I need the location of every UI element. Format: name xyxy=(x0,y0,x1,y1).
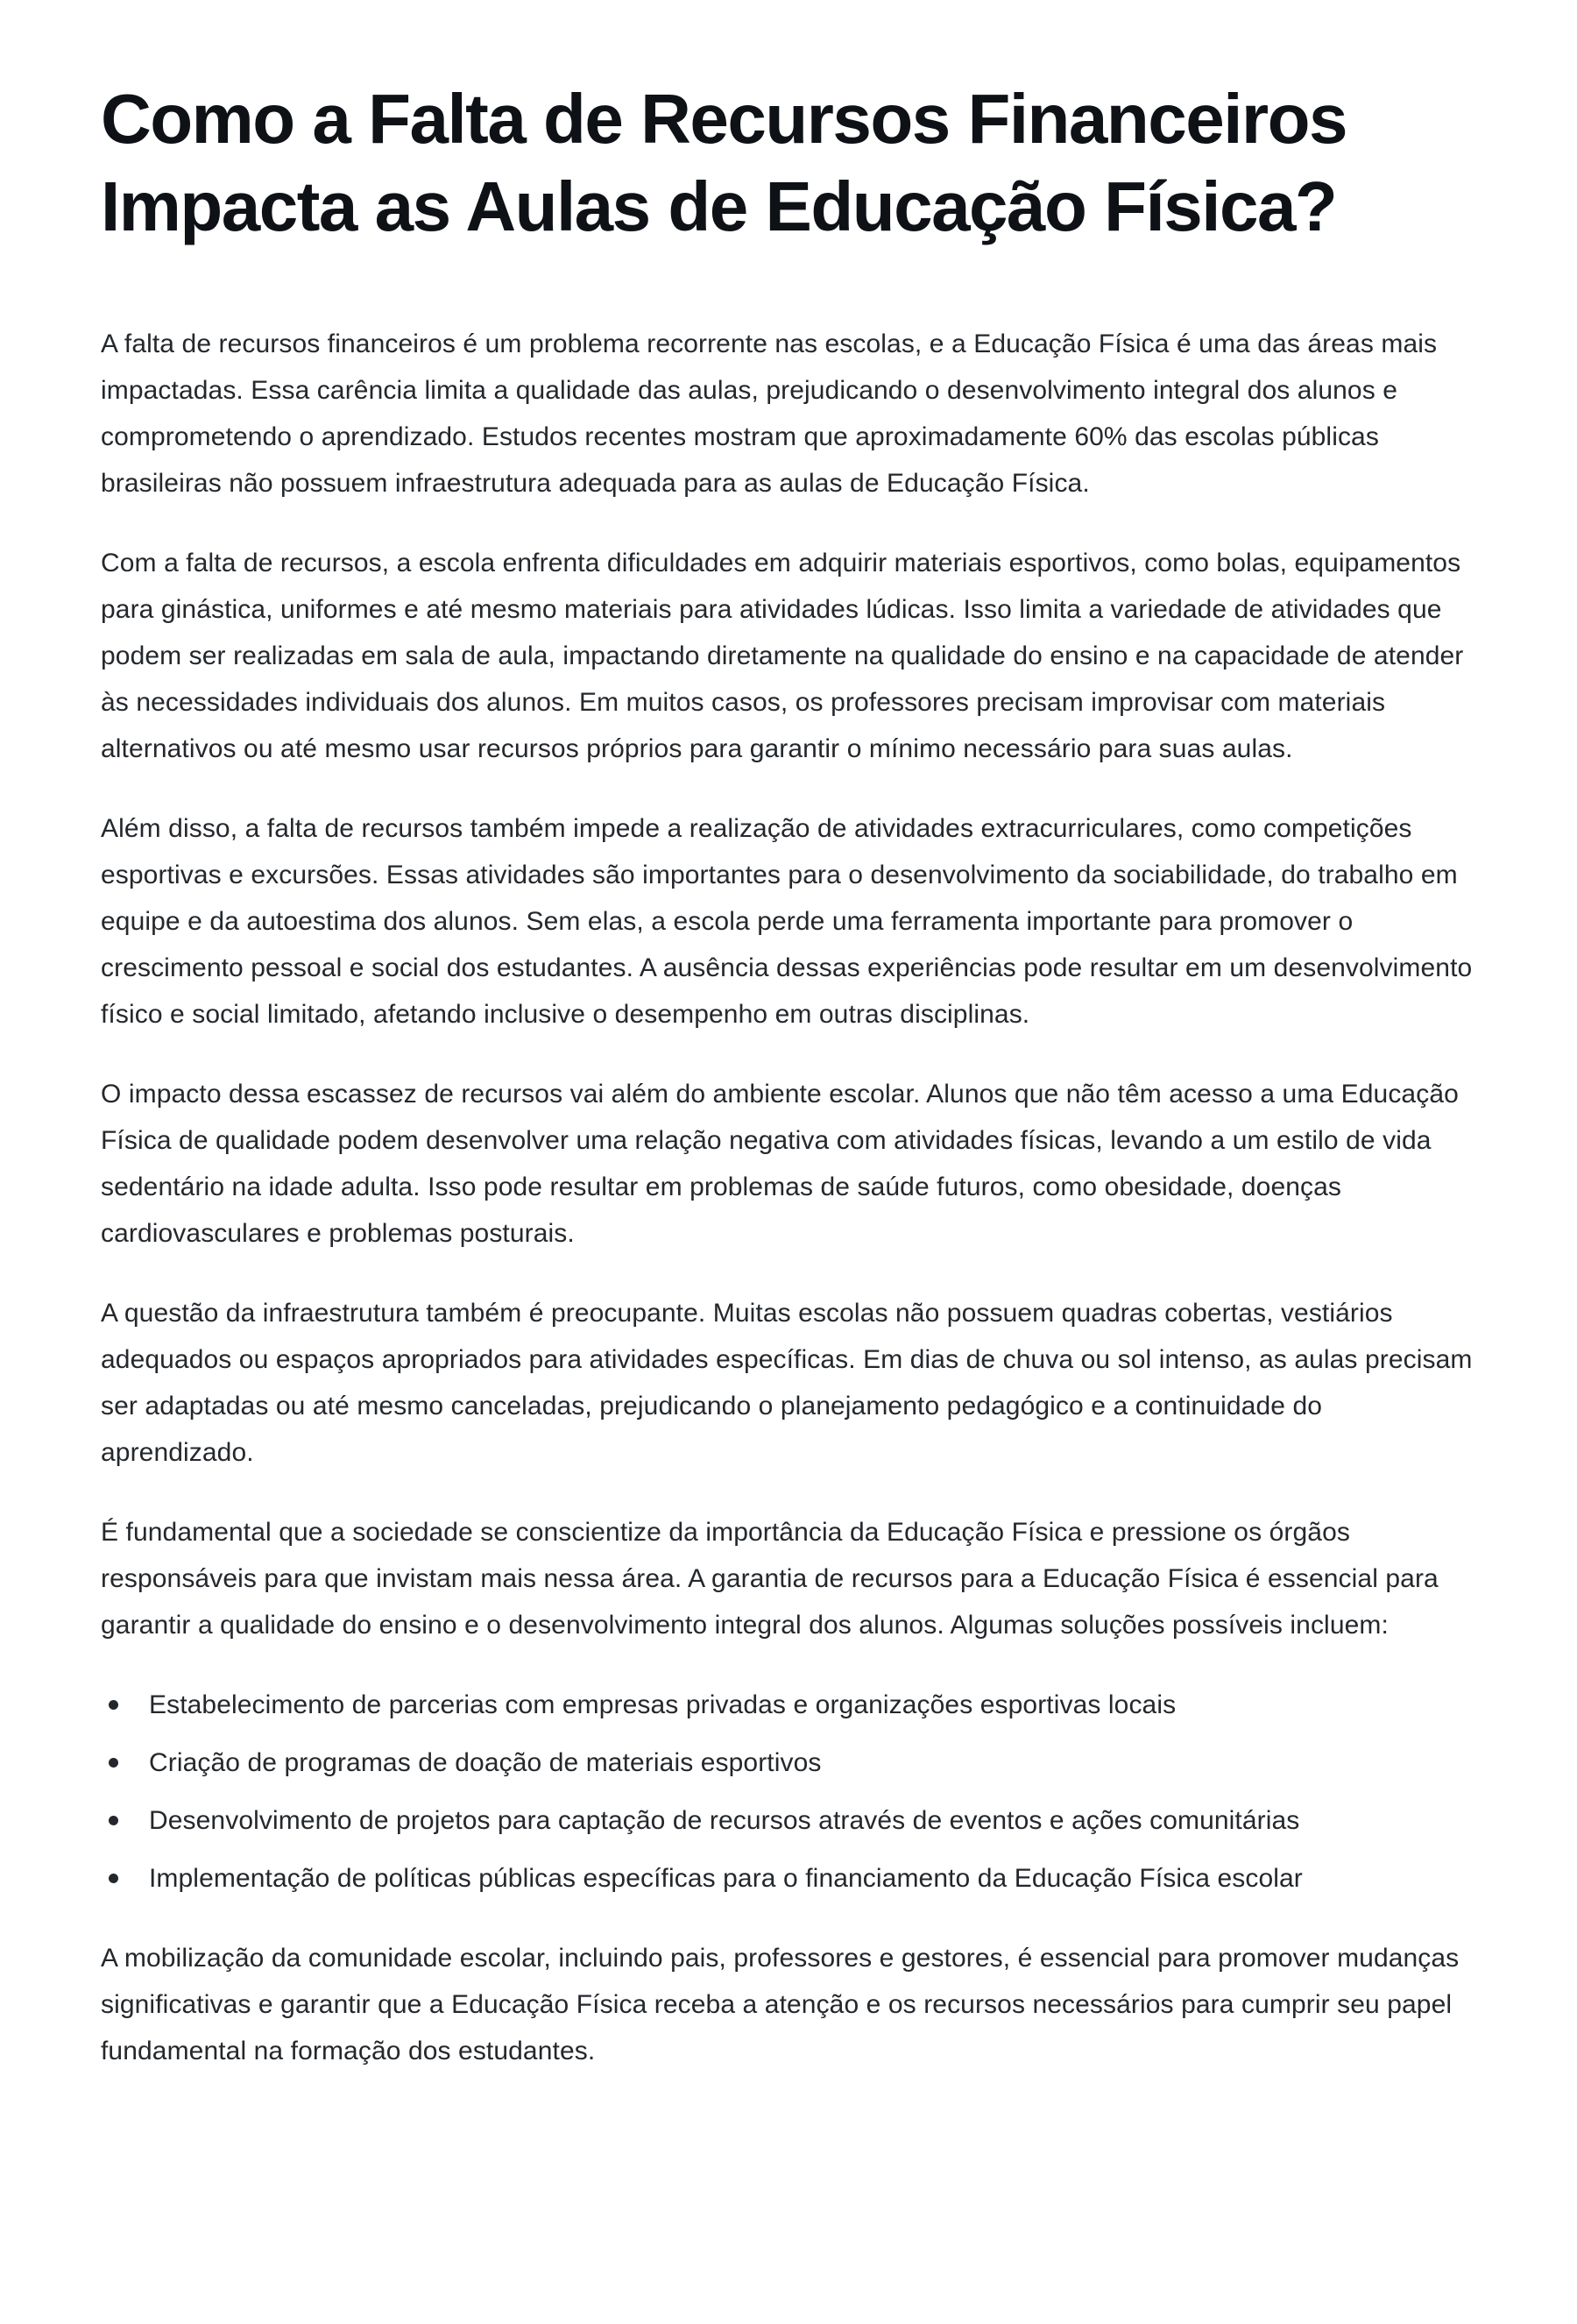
paragraph-intro: A falta de recursos financeiros é um problema recorrente nas escolas, e a Educação Física é uma das áreas mais impactadas. Essa carência limita a qualidade das aulas, prejudicando o desenvolvimento integral dos alunos e comprometendo o aprendizado. Estudos recentes mostram que aproximadamente 60% das escolas públicas brasileiras não possuem infraestrutura adequada para as aulas de Educação Física. xyxy=(101,329,1438,498)
page-title-line-1: Como a Falta de Recursos Financeiros xyxy=(101,80,1347,158)
list-item-text: Implementação de políticas públicas específicas para o financiamento da Educação Física escolar xyxy=(149,1864,1303,1893)
list-item-donations xyxy=(101,1739,1476,1786)
paragraph-society-call: É fundamental que a sociedade se conscientize da importância da Educação Física e pressione os órgãos responsáveis para que invistam mais nessa área. A garantia de recursos para a Educação Física é essencial para garantir a qualidade do ensino e o desenvolvimento integral dos alunos. Algumas soluções possíveis incluem: xyxy=(101,1518,1439,1640)
list-item-partnerships xyxy=(101,1682,1476,1728)
paragraph-conclusion: A mobilização da comunidade escolar, incluindo pais, professores e gestores, é essencial para promover mudanças significativas e garantir que a Educação Física receba a atenção e os recursos necessários para cumprir seu papel fundamental na formação dos estudantes. xyxy=(101,1944,1460,2065)
list-item-text: Desenvolvimento de projetos para captação de recursos através de eventos e ações comunitárias xyxy=(149,1806,1300,1835)
solutions-list xyxy=(101,1682,1476,1902)
list-item-text: Estabelecimento de parcerias com empresas privadas e organizações esportivas locais xyxy=(149,1690,1177,1719)
paragraph-infrastructure: A questão da infraestrutura também é preocupante. Muitas escolas não possuem quadras cobertas, vestiários adequados ou espaços apropriados para atividades específicas. Em dias de chuva ou sol intenso, as aulas precisam ser adaptadas ou até mesmo canceladas, prejudicando o planejamento pedagógico e a continuidade do aprendizado. xyxy=(101,1299,1473,1467)
bullet-icon xyxy=(109,1700,118,1710)
list-item-fundraising xyxy=(101,1797,1476,1844)
bullet-icon xyxy=(109,1874,118,1883)
list-item-public-policy xyxy=(101,1855,1476,1902)
page-title-line-2: Impacta as Aulas de Educação Física? xyxy=(101,167,1337,245)
paragraph-extracurricular: Além disso, a falta de recursos também impede a realização de atividades extracurriculares, como competições esportivas e excursões. Essas atividades são importantes para o desenvolvimento da sociabilidade, do trabalho em equipe e da autoestima dos alunos. Sem elas, a escola perde uma ferramenta importante para promover o crescimento pessoal e social dos estudantes. A ausência dessas experiências pode resultar em um desenvolvimento físico e social limitado, afetando inclusive o desempenho em outras disciplinas. xyxy=(101,814,1473,1029)
bullet-icon xyxy=(109,1758,118,1768)
bullet-icon xyxy=(109,1816,118,1825)
paragraph-health-impact: O impacto dessa escassez de recursos vai além do ambiente escolar. Alunos que não têm acesso a uma Educação Física de qualidade podem desenvolver uma relação negativa com atividades físicas, levando a um estilo de vida sedentário na idade adulta. Isso pode resultar em problemas de saúde futuros, como obesidade, doenças cardiovasculares e problemas posturais. xyxy=(101,1080,1459,1248)
paragraph-materials: Com a falta de recursos, a escola enfrenta dificuldades em adquirir materiais esportivos, como bolas, equipamentos para ginástica, uniformes e até mesmo materiais para atividades lúdicas. Isso limita a variedade de atividades que podem ser realizadas em sala de aula, impactando diretamente na qualidade do ensino e na capacidade de atender às necessidades individuais dos alunos. Em muitos casos, os professores precisam improvisar com materiais alternativos ou até mesmo usar recursos próprios para garantir o mínimo necessário para suas aulas. xyxy=(101,549,1464,763)
page-title xyxy=(101,75,1476,251)
list-item-text: Criação de programas de doação de materiais esportivos xyxy=(149,1748,822,1777)
